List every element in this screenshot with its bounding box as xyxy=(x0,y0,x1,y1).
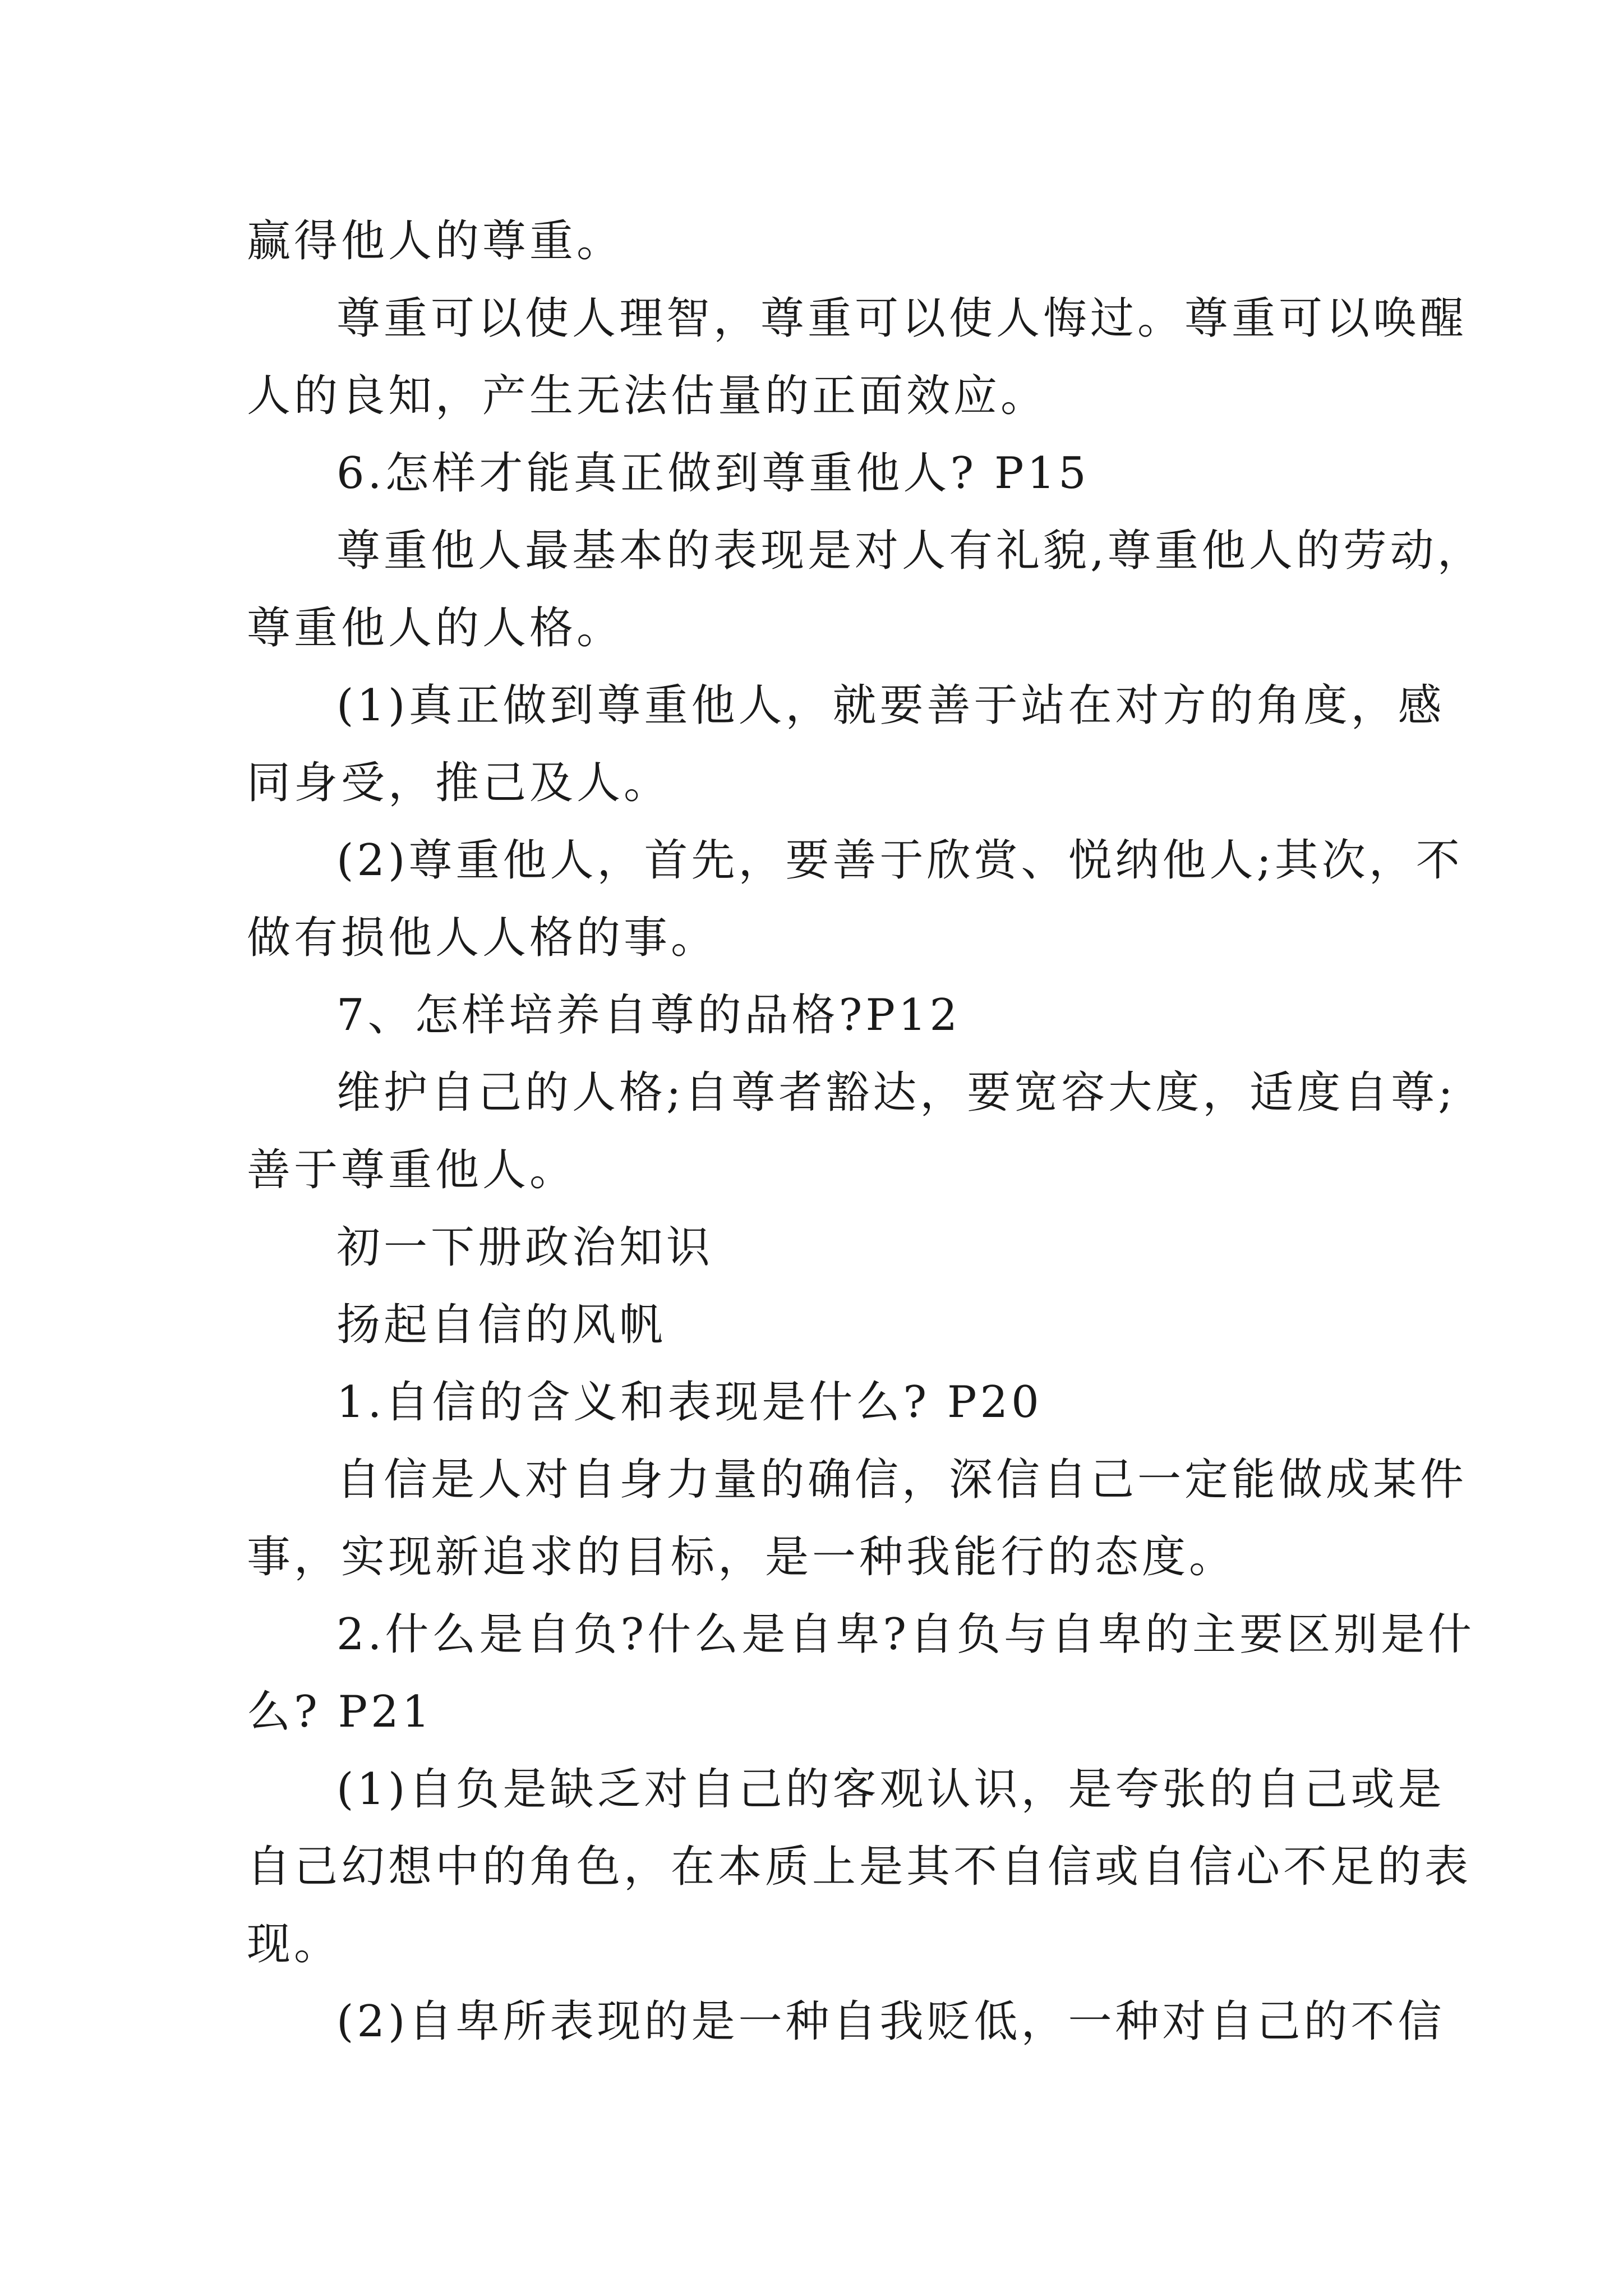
text-line: 事，实现新追求的目标，是一种我能行的态度。 xyxy=(247,1532,1237,1582)
text-line: 6.怎样才能真正做到尊重他人? P15 xyxy=(336,448,1090,499)
text-line: 善于尊重他人。 xyxy=(247,1145,577,1195)
text-line: 现。 xyxy=(247,1919,342,1970)
text-line: 自信是人对自身力量的确信，深信自己一定能做成某件 xyxy=(336,1455,1468,1505)
text-line: 人的良知，产生无法估量的正面效应。 xyxy=(247,371,1048,421)
text-line: 7、怎样培养自尊的品格?P12 xyxy=(336,990,961,1041)
text-line: 么? P21 xyxy=(247,1687,434,1737)
text-line: 赢得他人的尊重。 xyxy=(247,216,624,266)
text-line: (1)真正做到尊重他人，就要善于站在对方的角度，感 xyxy=(336,680,1445,731)
section-heading: 扬起自信的风帆 xyxy=(336,1300,667,1350)
text-line: 同身受，推己及人。 xyxy=(247,758,671,808)
text-line: 2.什么是自负?什么是自卑?自负与自卑的主要区别是什 xyxy=(336,1609,1476,1660)
text-line: (2)自卑所表现的是一种自我贬低，一种对自己的不信 xyxy=(336,1996,1445,2047)
text-line: 1.自信的含义和表现是什么? P20 xyxy=(336,1377,1043,1428)
text-line: 尊重可以使人理智，尊重可以使人悔过。尊重可以唤醒 xyxy=(336,293,1468,344)
text-line: 做有损他人人格的事。 xyxy=(247,913,718,963)
section-heading: 初一下册政治知识 xyxy=(336,1222,714,1273)
text-line: 尊重他人最基本的表现是对人有礼貌,尊重他人的劳动， xyxy=(336,526,1484,576)
text-line: (1)自负是缺乏对自己的客观认识，是夸张的自己或是 xyxy=(336,1764,1445,1815)
text-line: 自己幻想中的角色，在本质上是其不自信或自信心不足的表 xyxy=(247,1842,1472,1892)
text-line: 维护自己的人格;自尊者豁达，要宽容大度，适度自尊; xyxy=(336,1068,1456,1118)
text-line: 尊重他人的人格。 xyxy=(247,603,624,654)
text-line: (2)尊重他人，首先，要善于欣赏、悦纳他人;其次，不 xyxy=(336,835,1463,886)
